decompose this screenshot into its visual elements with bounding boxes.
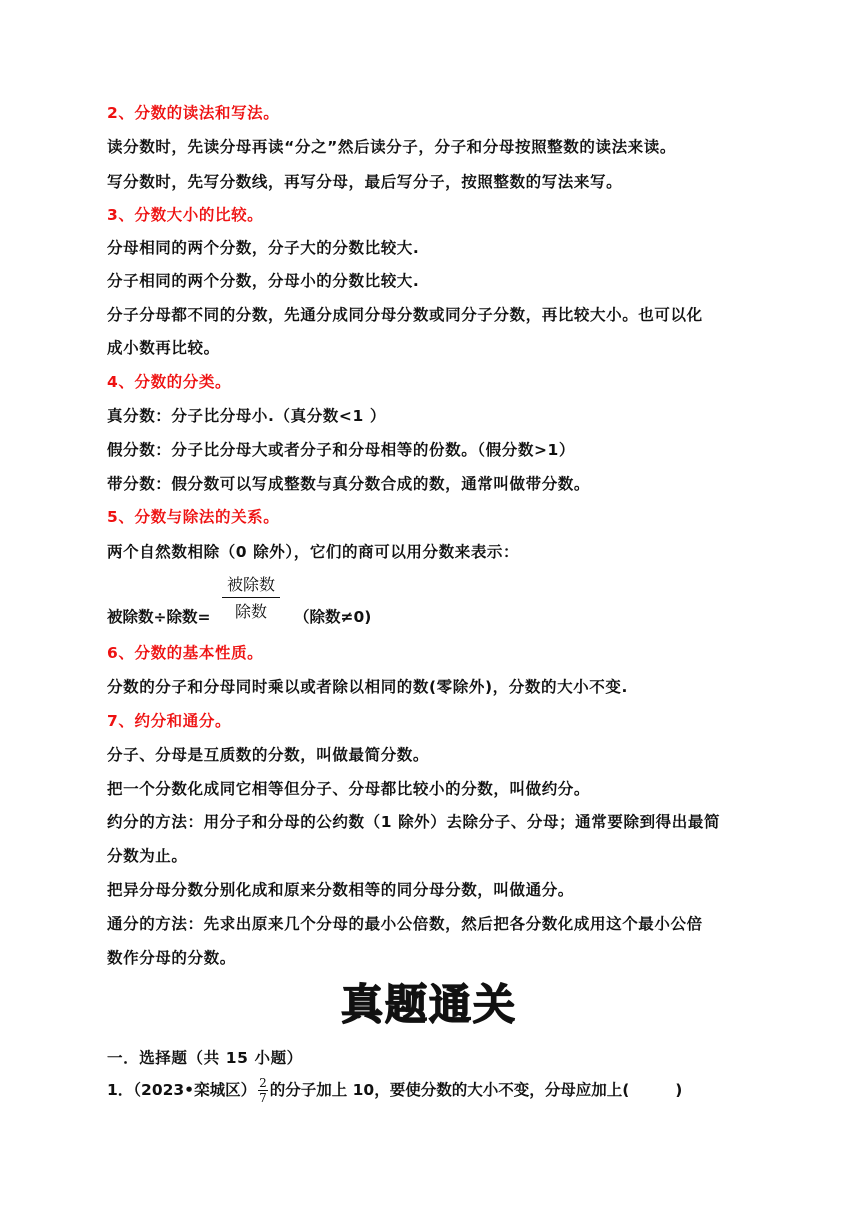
section-7-line-2: 把一个分数化成同它相等但分子、分母都比较小的分数，叫做约分。: [107, 780, 591, 798]
section-7-line-1: 分子、分母是互质数的分数，叫做最简分数。: [107, 746, 430, 764]
section-3-line-3: 分子分母都不同的分数，先通分成同分母分数或同分子分数，再比较大小。也可以化: [107, 306, 703, 324]
section-6-line-1: 分数的分子和分母同时乘以或者除以相同的数(零除外)，分数的大小不变.: [107, 678, 628, 696]
question-1-fraction: [258, 1076, 268, 1105]
section-4-heading: 4、分数的分类。: [107, 373, 232, 391]
formula-fraction: [222, 572, 280, 622]
question-1-text: 的分子加上 10，要使分数的大小不变，分母应加上(: [269, 1081, 630, 1099]
question-1-close: ): [675, 1081, 683, 1099]
section-5-heading: 5、分数与除法的关系。: [107, 508, 280, 526]
section-5-line-1: 两个自然数相除（0 除外），它们的商可以用分数来表示：: [107, 543, 520, 561]
section-7-line-3: 约分的方法：用分子和分母的公约数（1 除外）去除分子、分母；通常要除到得出最简: [107, 813, 721, 831]
section-2-heading: 2、分数的读法和写法。: [107, 104, 280, 122]
section-2-line-1: 读分数时，先读分母再读“分之”然后读分子，分子和分母按照整数的读法来读。: [107, 138, 676, 156]
section-3-heading: 3、分数大小的比较。: [107, 206, 264, 224]
formula-denominator: 除数: [234, 602, 267, 621]
section-2-line-2: 写分数时，先写分数线，再写分母，最后写分子，按照整数的写法来写。: [107, 173, 623, 191]
section-4-line-2: 假分数：分子比分母大或者分子和分母相等的份数。（假分数>1）: [107, 441, 576, 459]
section-4-line-1: 真分数：分子比分母小.（真分数<1 ）: [107, 407, 386, 425]
section-3-line-4: 成小数再比较。: [107, 339, 220, 357]
section-7-line-4: 分数为止。: [107, 847, 188, 865]
section-4-line-3: 带分数：假分数可以写成整数与真分数合成的数，通常叫做带分数。: [107, 475, 591, 493]
formula-numerator: 被除数: [222, 572, 280, 598]
exercise-section-title: 一．选择题（共 15 小题）: [107, 1049, 303, 1067]
section-7-line-6: 通分的方法：先求出原来几个分母的最小公倍数，然后把各分数化成用这个最小公倍: [107, 915, 703, 933]
question-1-frac-num: 2: [259, 1076, 267, 1090]
question-1-frac-den: 7: [259, 1091, 267, 1105]
section-7-heading: 7、约分和通分。: [107, 712, 232, 730]
section-3-line-1: 分母相同的两个分数，分子大的分数比较大.: [107, 239, 420, 257]
banner-title: 真题通关: [340, 980, 517, 1029]
section-6-heading: 6、分数的基本性质。: [107, 644, 264, 662]
question-1-prefix: 1．（2023•栾城区）: [107, 1081, 257, 1099]
section-7-line-5: 把异分母分数分别化成和原来分数相等的同分母分数，叫做通分。: [107, 881, 574, 899]
question-1: [107, 1076, 682, 1105]
section-7-line-7: 数作分母的分数。: [107, 949, 236, 967]
formula-left: 被除数÷除数=: [107, 608, 211, 626]
formula-condition: （除数≠0): [294, 608, 372, 626]
section-3-line-2: 分子相同的两个分数，分母小的分数比较大.: [107, 272, 420, 290]
